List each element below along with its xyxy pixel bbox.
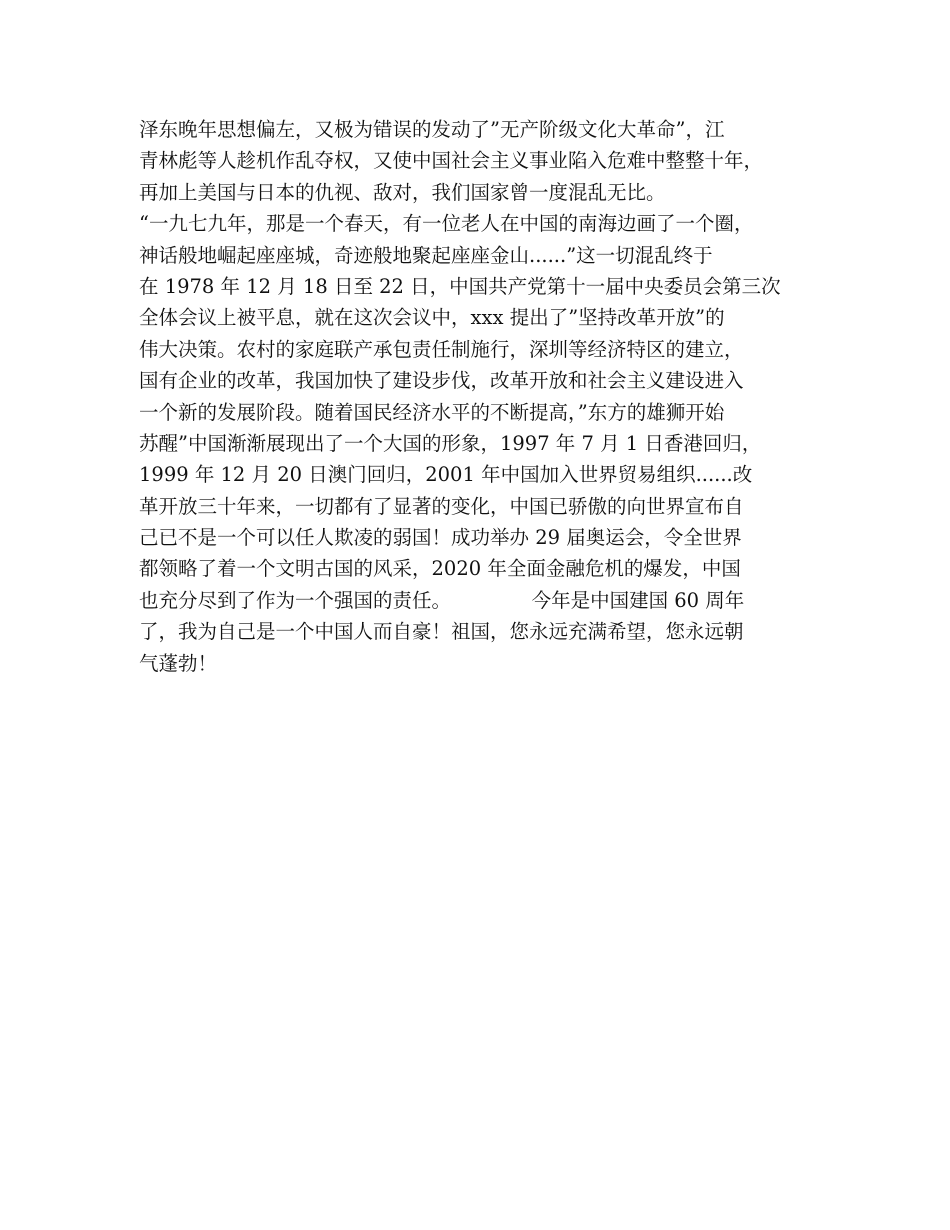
text-line: 一个新的发展阶段。随着国民经济水平的不断提高，”东方的雄狮开始 [139, 400, 725, 424]
text-line: 泽东晚年思想偏左，又极为错误的发动了”无产阶级文化大革命”，江 [139, 118, 725, 141]
text-line: 都领略了着一个文明古国的风采，2020 年全面金融危机的爆发，中国 [139, 557, 741, 581]
text-line: 全体会议上被平息，就在这次会议中，xxx 提出了”坚持改革开放”的 [139, 306, 725, 330]
text-line: 1999 年 12 月 20 日澳门回归，2001 年中国加入世界贸易组织......改 [139, 463, 753, 487]
text-line: 也充分尽到了作为一个强国的责任。 今年是中国建国 60 周年 [139, 588, 745, 612]
text-line: 苏醒”中国渐渐展现出了一个大国的形象，1997 年 7 月 1 日香港回归， [139, 431, 762, 455]
text-line: 神话般地崛起座座城，奇迹般地聚起座座金山......”这一切混乱终于 [139, 243, 713, 267]
text-line: “一九七九年，那是一个春天，有一位老人在中国的南海边画了一个圈， [139, 212, 754, 236]
text-line: 革开放三十年来，一切都有了显著的变化，中国已骄傲的向世界宣布自 [139, 494, 744, 518]
text-line: 再加上美国与日本的仇视、敌对，我们国家曾一度混乱无比。 [139, 180, 666, 204]
text-line: 气蓬勃！ [139, 651, 218, 675]
text-line: 伟大决策。农村的家庭联产承包责任制施行，深圳等经济特区的建立， [139, 337, 744, 361]
text-line: 青林彪等人趁机作乱夺权，又使中国社会主义事业陷入危难中整整十年， [139, 149, 764, 173]
text-line: 了，我为自己是一个中国人而自豪！祖国，您永远充满希望，您永远朝 [139, 620, 744, 644]
text-line: 在 1978 年 12 月 18 日至 22 日，中国共产党第十一届中央委员会第三次 [139, 274, 781, 298]
text-line: 国有企业的改革，我国加快了建设步伐，改革开放和社会主义建设进入 [139, 369, 744, 393]
text-line: 己已不是一个可以任人欺凌的弱国！成功举办 29 届奥运会，令全世界 [139, 526, 742, 550]
body-text [139, 114, 839, 679]
